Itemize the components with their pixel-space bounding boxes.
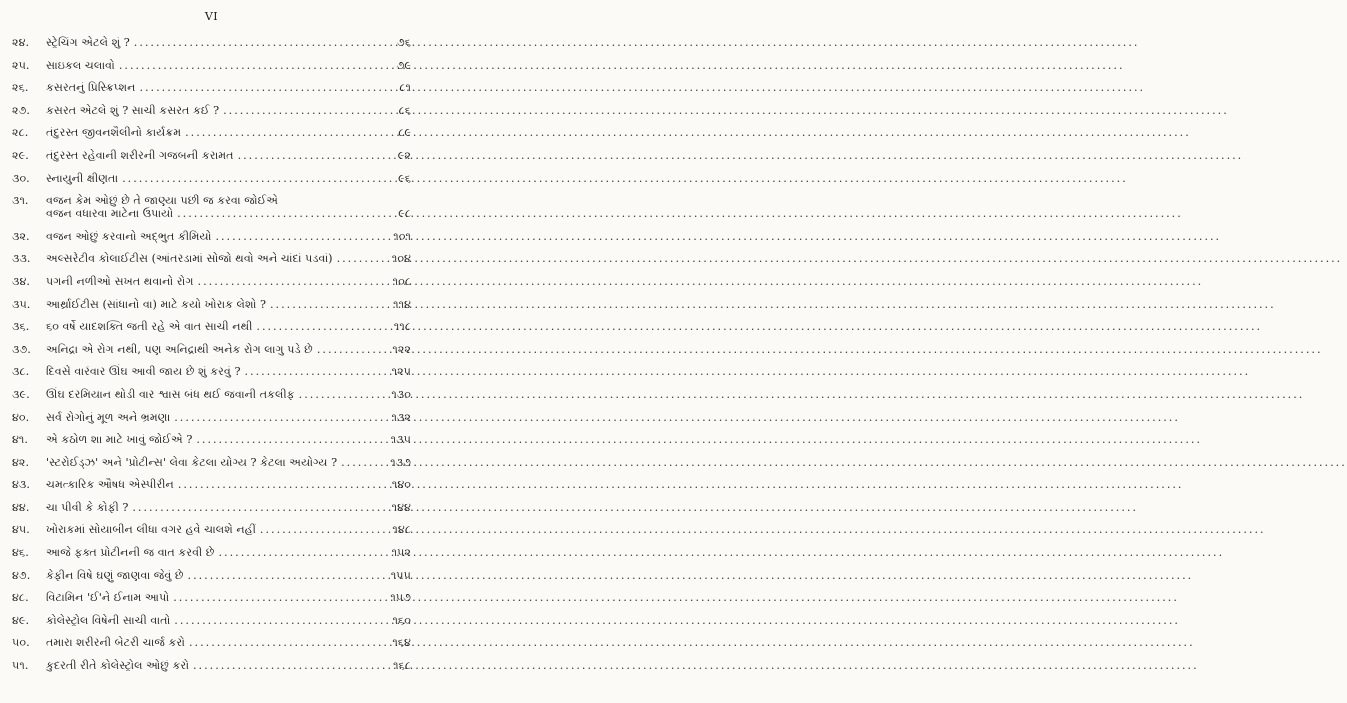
dot-leader xyxy=(174,614,373,627)
chapter-number: ૩૬. xyxy=(12,320,30,334)
chapter-page: ૧૧૮ xyxy=(393,320,411,334)
toc-entry-line xyxy=(12,207,411,220)
toc-entry xyxy=(12,433,411,446)
chapter-title: કુદરતી રીતે કોલેસ્ટ્રોલ ઓછું કરો xyxy=(46,659,189,673)
toc-entry-line xyxy=(12,275,411,288)
chapter-title: આર્થ્રાઈટીસ (સાંધાનો વા) માટે કયો ખોરાક લેશો ? xyxy=(46,297,266,311)
chapter-number: ૪૨. xyxy=(12,455,30,469)
toc-entry xyxy=(12,546,411,559)
toc-entry-line xyxy=(12,149,411,162)
chapter-page: ૯૮ xyxy=(398,207,411,221)
dot-leader xyxy=(256,320,373,333)
chapter-number: ૩૮. xyxy=(12,365,30,379)
chapter-page: ૧૫૫ xyxy=(390,568,411,582)
chapter-page: ૧૦૪ xyxy=(391,252,411,266)
toc-entry xyxy=(12,591,411,604)
chapter-page: ૮૬ xyxy=(398,103,411,117)
chapter-page: ૧૩૫ xyxy=(390,433,411,447)
chapter-number: ૨૭. xyxy=(12,103,30,117)
toc-entry xyxy=(12,365,411,378)
toc-entry xyxy=(12,36,411,49)
dot-leader xyxy=(198,275,373,288)
dot-leader xyxy=(174,411,373,424)
toc-entry xyxy=(12,298,411,311)
chapter-number: ૨૫. xyxy=(12,58,30,72)
chapter-page: ૯૨ xyxy=(397,148,411,162)
chapter-title: ચમત્કારિક ઔષધ એસ્પીરીન xyxy=(46,478,174,492)
toc-entry xyxy=(12,230,411,243)
toc-entry-line xyxy=(12,81,411,94)
dot-leader xyxy=(189,636,373,649)
chapter-number: ૩૩. xyxy=(12,252,31,266)
toc-entry-line xyxy=(12,298,411,311)
chapter-title: ઊંઘ દરમિયાન થોડી વાર શ્વાસ બંધ થઈ જવાની તકલીફ xyxy=(46,387,295,401)
toc-entry-line xyxy=(12,546,411,559)
chapter-number: ૪૮. xyxy=(12,591,29,605)
chapter-number: ૩૧. xyxy=(12,194,29,208)
dot-leader xyxy=(260,523,373,536)
chapter-page: ૧૧૪ xyxy=(393,297,411,311)
toc-entry-line xyxy=(12,126,411,139)
dot-leader xyxy=(119,59,373,72)
chapter-page: ૧૦૮ xyxy=(392,274,411,288)
chapter-page: ૧૬૮ xyxy=(393,659,411,673)
toc-entry-line xyxy=(12,59,411,72)
toc-entry-line xyxy=(12,388,411,401)
toc-entry xyxy=(12,320,411,333)
chapter-title: સાઇકલ ચલાવો xyxy=(46,58,115,72)
table-of-contents xyxy=(12,36,411,672)
chapter-page: ૧૬૪ xyxy=(392,636,411,650)
dot-leader xyxy=(196,433,373,446)
dot-leader xyxy=(218,546,373,559)
chapter-page: ૭૬ xyxy=(396,36,411,49)
chapter-number: ૪૭. xyxy=(12,568,31,582)
chapter-title: દિવસે વારંવાર ઊંઘ આવી જાય છે શું કરવું ? xyxy=(46,365,241,379)
dot-leader xyxy=(341,456,373,469)
chapter-page: ૧૪૦ xyxy=(391,478,411,492)
toc-entry xyxy=(12,149,411,162)
dot-leader xyxy=(177,207,373,220)
chapter-number: ૩૭. xyxy=(12,342,31,356)
dot-leader xyxy=(270,298,373,311)
dot-leader xyxy=(188,569,373,582)
toc-entry-line xyxy=(12,252,411,265)
toc-entry xyxy=(12,636,411,649)
toc-entry xyxy=(12,194,411,220)
toc-entry-line xyxy=(12,501,411,514)
dot-leader xyxy=(238,149,373,162)
chapter-number: ૪૪. xyxy=(12,500,30,514)
chapter-page: ૮૯ xyxy=(398,126,411,140)
toc-entry-line xyxy=(12,365,411,378)
dot-leader xyxy=(223,104,373,117)
chapter-title: કેફીન વિષે ઘણું જાણવા જેવું છે xyxy=(46,568,184,582)
chapter-page: ૧૩૨ xyxy=(391,410,411,424)
chapter-page: ૧૨૫ xyxy=(391,365,411,379)
dot-leader xyxy=(132,501,373,514)
chapter-number: ૩૦. xyxy=(12,171,30,185)
toc-entry xyxy=(12,478,411,491)
toc-entry xyxy=(12,659,411,672)
chapter-number: ૨૬. xyxy=(12,81,29,95)
chapter-page: ૧૪૪ xyxy=(391,500,411,514)
chapter-number: ૫૧. xyxy=(12,659,29,673)
chapter-title: સ્નાયુની ક્ષીણતા xyxy=(46,171,119,185)
chapter-number: ૪૯. xyxy=(12,613,30,627)
chapter-title: અલ્સરેટીવ કોલાઈટીસ (આંતરડામાં સોજો થવો અને ચાંદાં પડવાં) xyxy=(46,252,333,266)
chapter-number: ૩૪. xyxy=(12,274,30,288)
chapter-title: પગની નળીઓ સખત થવાનો રોગ xyxy=(46,274,194,288)
toc-entry xyxy=(12,252,411,265)
chapter-page: ૧૬૦ xyxy=(392,613,411,627)
toc-entry-line xyxy=(12,230,411,243)
toc-entry-line xyxy=(12,194,411,207)
toc-entry xyxy=(12,126,411,139)
chapter-page: ૯૬ xyxy=(398,171,411,185)
toc-entry-line xyxy=(12,523,411,536)
chapter-page: ૧૨૨ xyxy=(392,342,411,356)
toc-entry xyxy=(12,172,411,185)
chapter-title: 'સ્ટરોઈડ્ઝ' અને 'પ્રોટીન્સ' લેવા કેટલા યોગ્ય ? કેટલા અયોગ્ય ? xyxy=(46,455,338,469)
toc-entry xyxy=(12,411,411,424)
dot-leader xyxy=(134,36,373,49)
chapter-title: એ કઠોળ શા માટે ખાવું જોઈએ ? xyxy=(46,433,193,447)
dot-leader xyxy=(299,388,373,401)
toc-entry-line xyxy=(12,614,411,627)
toc-entry-line xyxy=(12,569,411,582)
toc-entry-line xyxy=(12,456,411,469)
toc-entry xyxy=(12,104,411,117)
chapter-title: ખોરાકમાં સોયાબીન લીધા વગર હવે ચાલશે નહીં xyxy=(46,523,256,537)
chapter-page: ૮૧ xyxy=(399,81,411,95)
toc-entry-line xyxy=(12,343,411,356)
toc-entry xyxy=(12,501,411,514)
toc-entry-line xyxy=(12,478,411,491)
chapter-page: ૭૯ xyxy=(396,58,411,72)
chapter-page: ૧૫૨ xyxy=(391,546,411,560)
chapter-number: ૫૦. xyxy=(12,636,30,650)
toc-entry-line xyxy=(12,104,411,117)
toc-entry xyxy=(12,614,411,627)
chapter-title: ૬૦ વર્ષે યાદશક્તિ જતી રહે એ વાત સાચી નથી xyxy=(46,320,253,334)
dot-leader xyxy=(122,172,373,185)
toc-entry xyxy=(12,81,411,94)
dot-leader xyxy=(193,659,373,672)
page-number: VI xyxy=(204,10,219,23)
chapter-number: ૩૯. xyxy=(12,387,30,401)
chapter-title: આજે ફક્ત પ્રોટીનની જ વાત કરવી છે xyxy=(46,546,215,560)
chapter-title: અનિદ્રા એ રોગ નથી, પણ અનિદ્રાથી અનેક રોગ લાગુ પડે છે xyxy=(46,342,313,356)
chapter-title: સર્વ રોગોનું મૂળ અને ભ્રમણા xyxy=(46,410,171,424)
dot-leader xyxy=(173,591,373,604)
chapter-page: ૧૩૭ xyxy=(390,455,411,469)
chapter-title: તમારા શરીરની બેટરી ચાર્જ કરો xyxy=(46,636,185,650)
chapter-title: વિટામિન 'ઈ'ને ઈનામ આપો xyxy=(46,591,170,605)
chapter-title: વજન કેમ ઓછું છે તે જાણ્યા પછી જ કરવા જોઈએ xyxy=(46,194,279,208)
chapter-title: કોલેસ્ટ્રોલ વિષેની સાચી વાતો xyxy=(46,613,171,627)
dot-leader xyxy=(139,81,373,94)
chapter-number: ૪૩. xyxy=(12,478,30,492)
chapter-page: ૧૫૭ xyxy=(390,591,411,605)
chapter-number: ૪૦. xyxy=(12,410,30,424)
chapter-number: ૨૮. xyxy=(12,126,29,140)
toc-entry-line xyxy=(12,172,411,185)
chapter-title: તંદુરસ્ત રહેવાની શરીરની ગજબની કરામત xyxy=(46,148,234,162)
toc-entry xyxy=(12,456,411,469)
toc-entry-line xyxy=(12,36,411,49)
chapter-title: વજન ઓછું કરવાનો અદ્ભુત કીમિયો xyxy=(46,229,212,243)
toc-page xyxy=(0,0,425,703)
dot-leader xyxy=(178,478,373,491)
chapter-number: ૩૨. xyxy=(12,229,30,243)
chapter-page: ૧૦૧ xyxy=(393,229,411,243)
chapter-page: ૧૪૮ xyxy=(392,523,411,537)
toc-entry xyxy=(12,343,411,356)
toc-entry-line xyxy=(12,320,411,333)
toc-entry xyxy=(12,275,411,288)
chapter-title: કસરત એટલે શું ? સાચી કસરત કઈ ? xyxy=(46,103,220,117)
toc-entry-line xyxy=(12,659,411,672)
chapter-title: સ્ટ્રેચિંગ એટલે શું ? xyxy=(46,36,130,49)
chapter-number: ૨૪. xyxy=(12,36,30,49)
chapter-number: ૪૫. xyxy=(12,523,30,537)
toc-entry xyxy=(12,569,411,582)
toc-entry-line xyxy=(12,433,411,446)
chapter-title: કસરતનું પ્રિસ્ક્રિપ્શન xyxy=(46,81,136,95)
toc-entry xyxy=(12,388,411,401)
chapter-page: ૧૩૦ xyxy=(391,387,411,401)
chapter-number: ૩૫. xyxy=(12,297,31,311)
chapter-number: ૨૯. xyxy=(12,148,29,162)
toc-entry xyxy=(12,523,411,536)
chapter-title: તંદુરસ્ત જીવનશૈલીનો કાર્યક્રમ xyxy=(46,126,182,140)
toc-entry xyxy=(12,59,411,72)
chapter-number: ૪૬. xyxy=(12,546,29,560)
chapter-number: ૪૧. xyxy=(12,433,28,447)
dot-leader xyxy=(244,365,373,378)
dot-leader xyxy=(337,252,373,265)
toc-entry-line xyxy=(12,636,411,649)
chapter-title-continued: વજન વધારવા માટેના ઉપાયો xyxy=(46,207,174,221)
toc-entry-line xyxy=(12,411,411,424)
dot-leader xyxy=(185,126,373,139)
toc-entry-line xyxy=(12,591,411,604)
chapter-title: ચા પીવી કે કોફી ? xyxy=(46,500,129,514)
dot-leader xyxy=(317,343,373,356)
dot-leader xyxy=(215,230,373,243)
